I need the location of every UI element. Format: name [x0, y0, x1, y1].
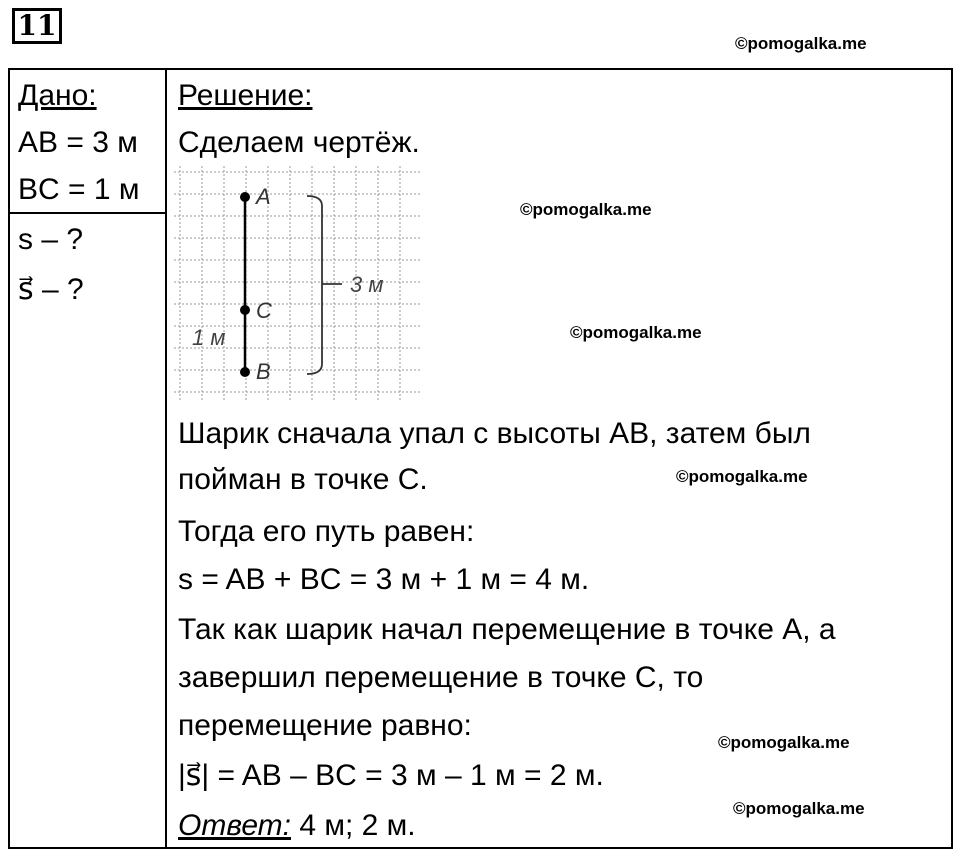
point-c — [240, 305, 250, 315]
solution-intro: Сделаем чертёж. — [178, 126, 420, 159]
formula-displacement: |s⃗| = AB – BC = 3 м – 1 м = 2 м. — [178, 759, 604, 792]
given-find-divider — [8, 212, 167, 214]
column-divider — [165, 68, 167, 849]
watermark: ©pomogalka.me — [520, 200, 652, 219]
label-b: B — [256, 359, 271, 384]
text-line-6: завершил перемещение в точке C, то — [178, 661, 704, 694]
solution-table — [8, 68, 953, 849]
brace — [307, 196, 322, 374]
answer-value: 4 м; 2 м. — [291, 809, 416, 842]
given-line-ab: AB = 3 м — [18, 126, 138, 159]
point-b — [240, 367, 250, 377]
find-displacement: s⃗ – ? — [18, 273, 84, 306]
label-part: 1 м — [192, 325, 226, 350]
text-line-7: перемещение равно: — [178, 709, 472, 742]
label-total: 3 м — [350, 272, 384, 297]
watermark: ©pomogalka.me — [718, 733, 850, 752]
label-c: C — [256, 298, 272, 323]
watermark: ©pomogalka.me — [735, 34, 867, 53]
text-line-3: Тогда его путь равен: — [178, 515, 475, 548]
text-line-5: Так как шарик начал перемещение в точке A, а — [178, 613, 836, 646]
text-line-2: пойман в точке C. — [178, 463, 428, 496]
find-path: s – ? — [18, 223, 84, 256]
point-a — [240, 192, 250, 202]
answer — [178, 808, 416, 844]
watermark: ©pomogalka.me — [570, 323, 702, 342]
answer-label: Ответ: — [178, 809, 291, 842]
drawing — [174, 166, 420, 402]
problem-number: 11 — [12, 8, 62, 44]
solution-header: Решение: — [178, 79, 313, 112]
text-line-1: Шарик сначала упал с высоты AB, затем был — [178, 417, 811, 450]
given-line-bc: BC = 1 м — [18, 173, 140, 206]
label-a: A — [256, 184, 271, 209]
formula-path: s = AB + BC = 3 м + 1 м = 4 м. — [178, 563, 590, 596]
watermark: ©pomogalka.me — [676, 467, 808, 486]
watermark: ©pomogalka.me — [733, 799, 865, 818]
given-header: Дано: — [18, 79, 97, 112]
